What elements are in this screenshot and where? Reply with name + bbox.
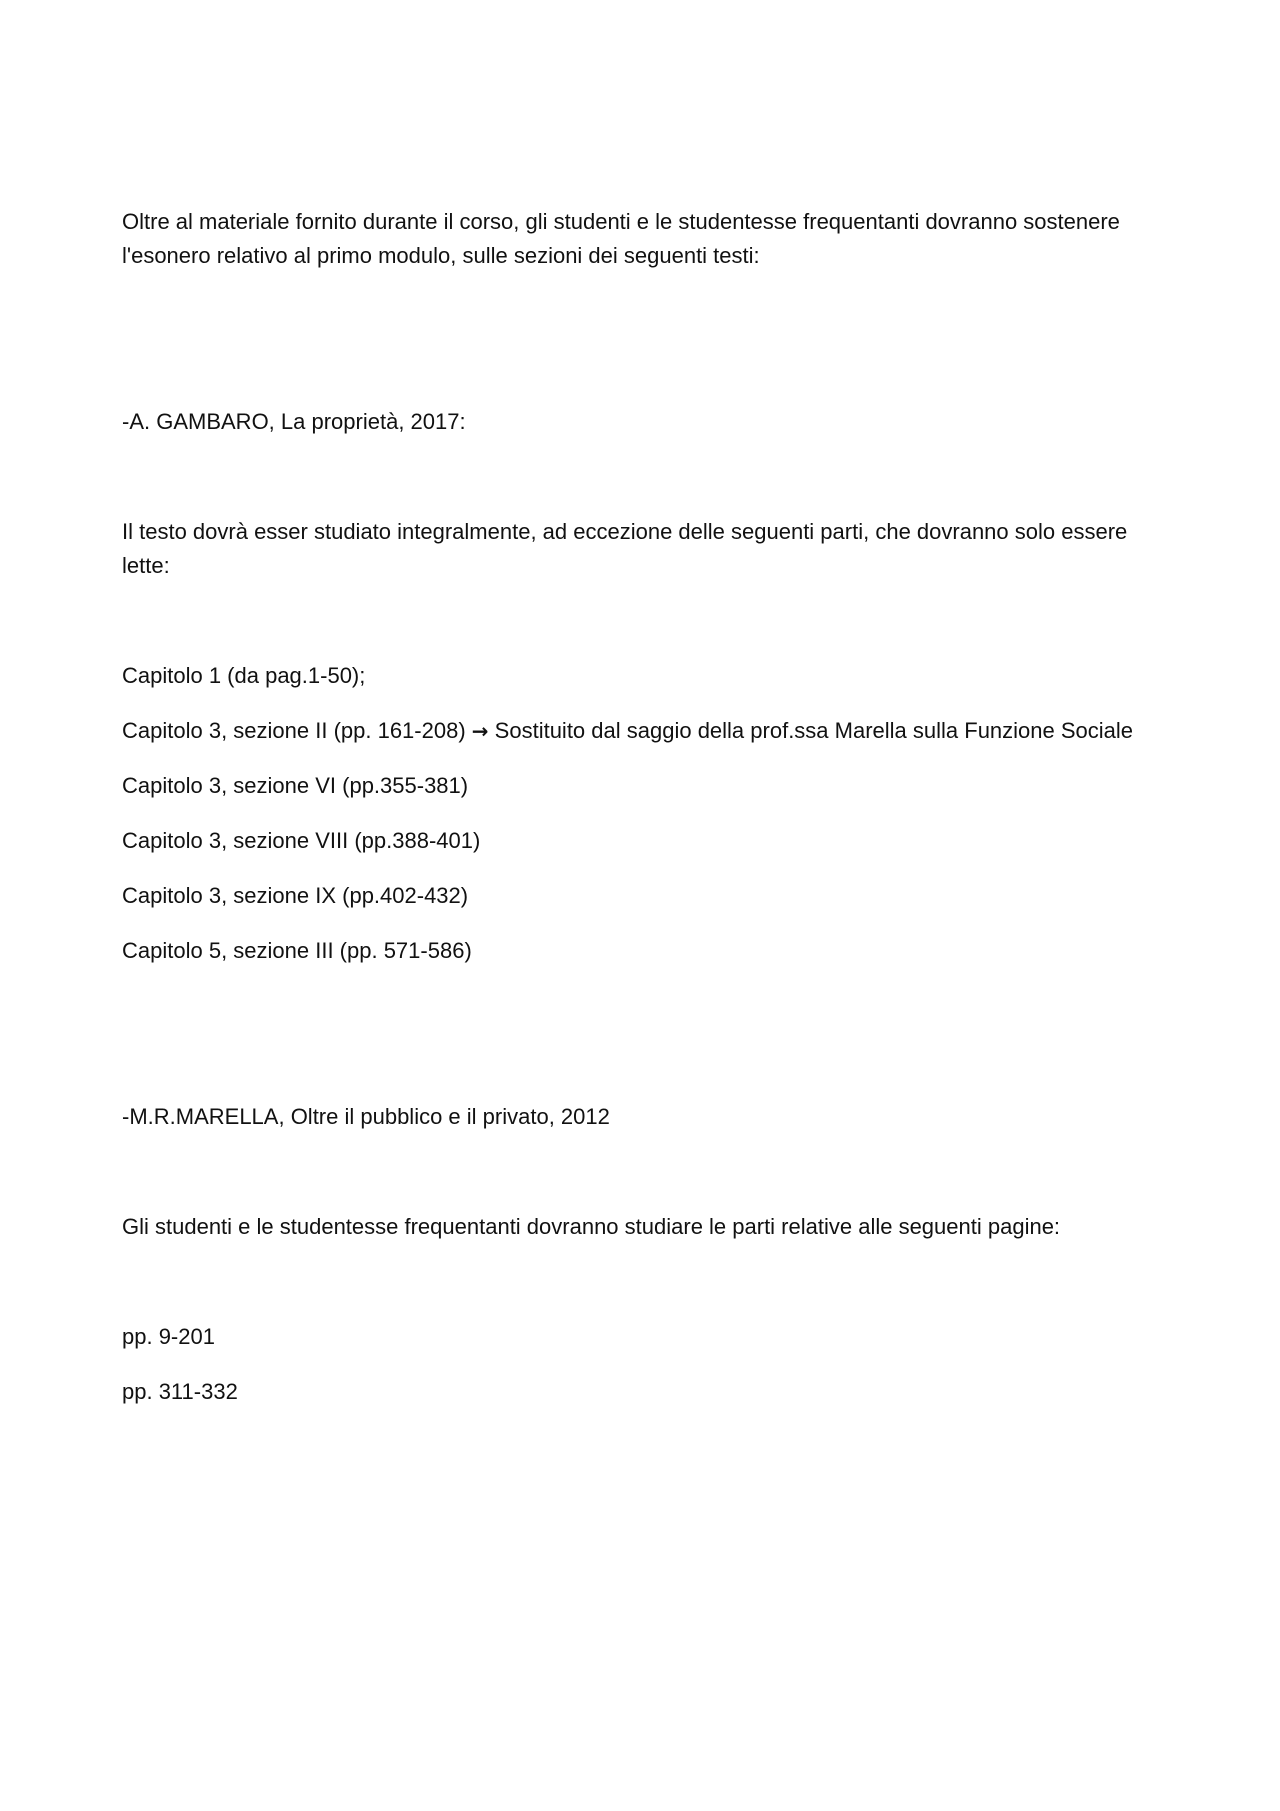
arrow-right-icon: → bbox=[471, 719, 489, 743]
book1-item-6: Capitolo 5, sezione III (pp. 571-586) bbox=[122, 938, 472, 963]
book2-note: Gli studenti e le studentesse frequentanti dovranno studiare le parti relative alle seguenti pagine: bbox=[122, 1214, 1061, 1239]
book1-note: Il testo dovrà esser studiato integralmente, ad eccezione delle seguenti parti, che dovranno solo essere lette: bbox=[122, 519, 1128, 578]
book2-item-2: pp. 311-332 bbox=[122, 1379, 238, 1404]
book1-item-3: Capitolo 3, sezione VI (pp.355-381) bbox=[122, 773, 469, 798]
book2-item-1: pp. 9-201 bbox=[122, 1324, 215, 1349]
book1-item-2-text: Capitolo 3, sezione II (pp. 161-208) bbox=[122, 718, 466, 743]
book2-title: -M.R.MARELLA, Oltre il pubblico e il privato, 2012 bbox=[122, 1104, 610, 1129]
book1-item-4: Capitolo 3, sezione VIII (pp.388-401) bbox=[122, 828, 481, 853]
intro-paragraph: Oltre al materiale fornito durante il corso, gli studenti e le studentesse frequentanti dovranno sostenere l'esonero relativo al primo modulo, sulle sezioni dei seguenti testi: bbox=[122, 209, 1120, 268]
book1-item-2-suffix: Sostituito dal saggio della prof.ssa Marella sulla Funzione Sociale bbox=[494, 718, 1134, 743]
book1-item-1: Capitolo 1 (da pag.1-50); bbox=[122, 663, 366, 688]
book1-item-2 bbox=[122, 714, 1162, 748]
book1-item-5: Capitolo 3, sezione IX (pp.402-432) bbox=[122, 883, 469, 908]
book1-title: -A. GAMBARO, La proprietà, 2017: bbox=[122, 409, 466, 434]
